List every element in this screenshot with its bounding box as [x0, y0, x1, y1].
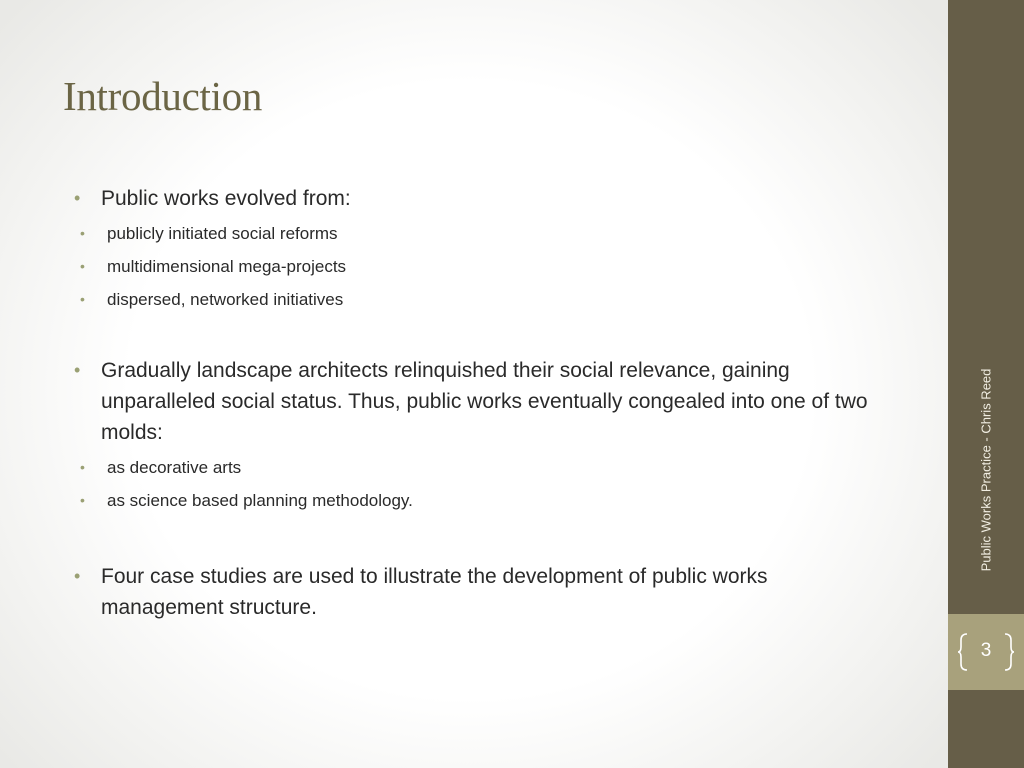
footer-text: Public Works Practice - Chris Reed	[978, 368, 994, 572]
bullet-icon: •	[74, 188, 81, 208]
bullet-icon: •	[80, 459, 85, 475]
page-number: 3	[980, 640, 992, 661]
bullet-item	[74, 561, 894, 623]
page-number-box	[948, 614, 1024, 690]
sub-bullet-item	[80, 217, 894, 250]
slide-title: Introduction	[63, 73, 263, 119]
bullet-item	[74, 355, 894, 448]
sub-bullet-list	[74, 217, 894, 316]
bullet-item	[74, 183, 894, 214]
sub-bullet-text: as science based planning methodology.	[107, 491, 413, 510]
bullet-list	[74, 183, 894, 623]
bullet-icon: •	[74, 566, 81, 586]
sub-bullet-list	[74, 451, 894, 517]
sub-bullet-text: multidimensional mega-projects	[107, 257, 347, 276]
bullet-text: Four case studies are used to illustrate the development of public works management structure.	[101, 565, 768, 619]
bullet-icon: •	[80, 492, 85, 508]
bullet-icon: •	[80, 291, 85, 307]
bullet-text: Gradually landscape architects relinquished their social relevance, gaining unparalleled social status. Thus, public works eventually congealed into one of two molds:	[101, 359, 868, 444]
sub-bullet-text: publicly initiated social reforms	[107, 224, 338, 243]
sub-bullet-item	[80, 250, 894, 283]
bullet-icon: •	[80, 225, 85, 241]
sub-bullet-item	[80, 283, 894, 316]
bullet-icon: •	[74, 360, 81, 380]
bullet-text: Public works evolved from:	[101, 187, 351, 210]
sub-bullet-item	[80, 484, 894, 517]
sub-bullet-text: as decorative arts	[107, 458, 242, 477]
sidebar	[948, 0, 1024, 768]
sub-bullet-item	[80, 451, 894, 484]
bullet-icon: •	[80, 258, 85, 274]
sub-bullet-text: dispersed, networked initiatives	[107, 290, 344, 309]
